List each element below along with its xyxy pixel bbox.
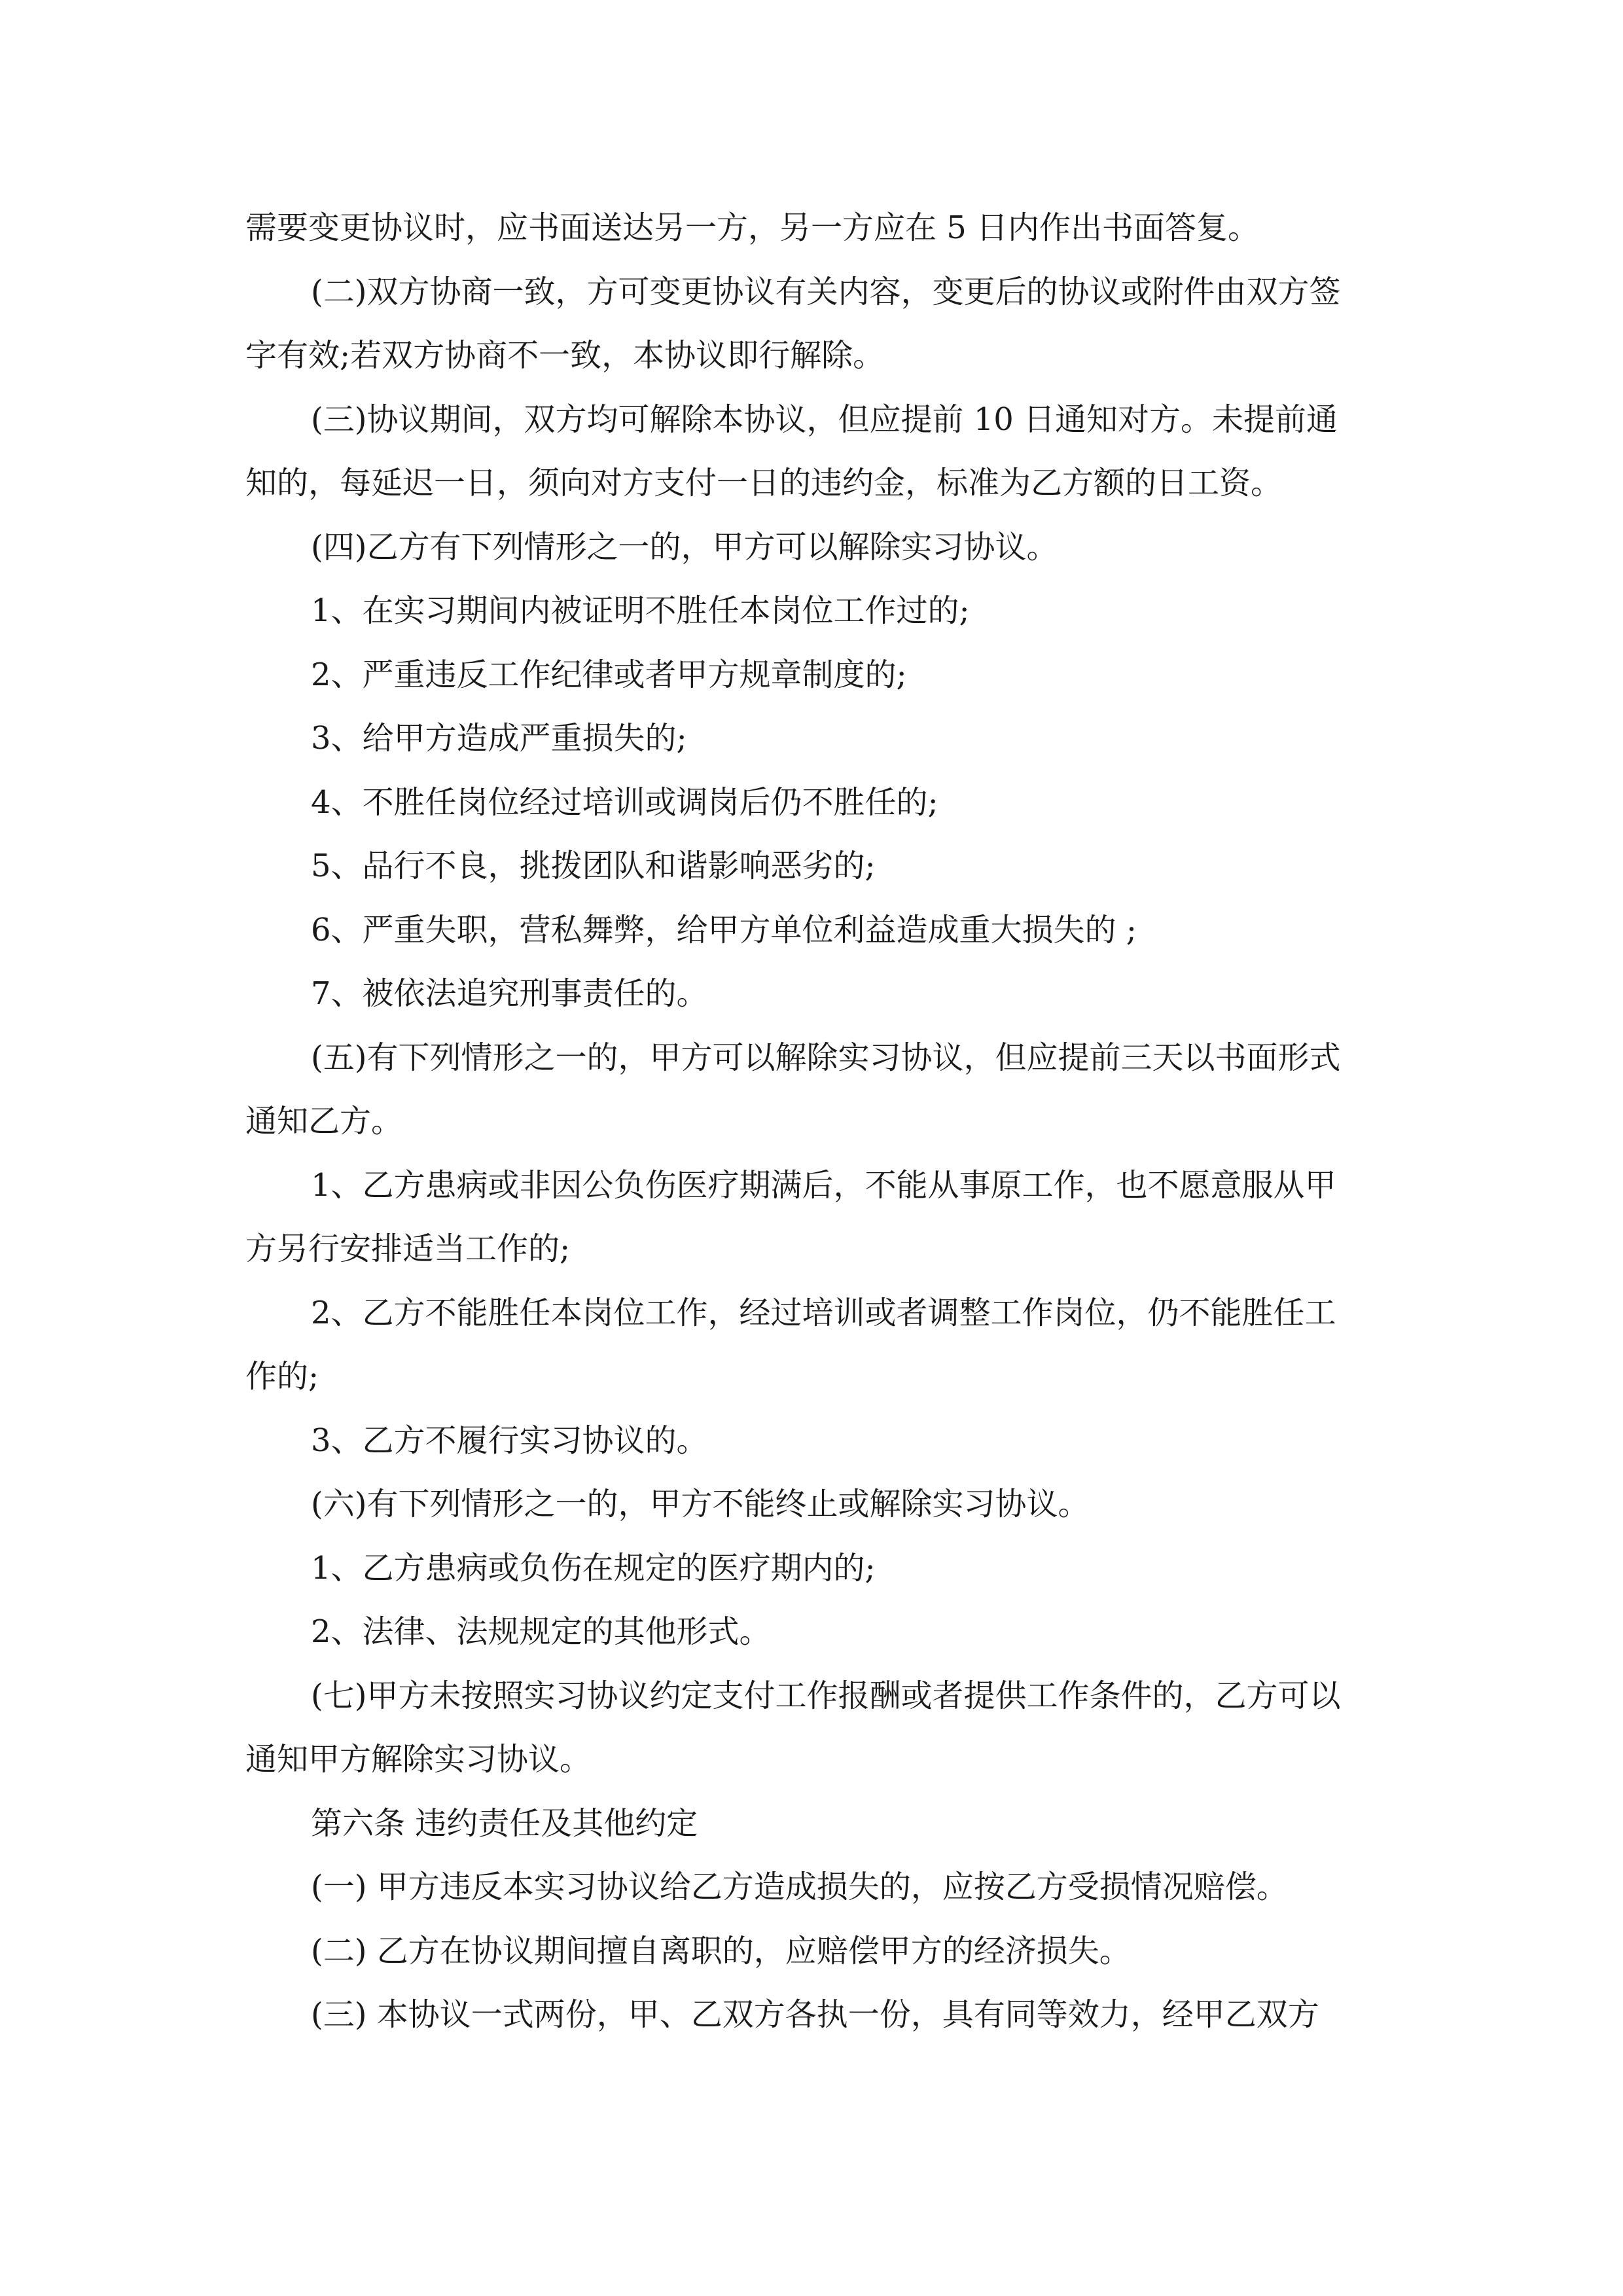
document-body — [245, 196, 1391, 2047]
paragraph-line: 知的，每延迟一日，须向对方支付一日的违约金，标准为乙方额的日工资。 — [245, 465, 1283, 501]
paragraph-line: (三) 本协议一式两份，甲、乙双方各执一份，具有同等效力，经甲乙双方 — [311, 1996, 1319, 2033]
list-item: 2、法律、法规规定的其他形式。 — [311, 1613, 771, 1650]
list-item: 1、乙方患病或非因公负伤医疗期满后，不能从事原工作，也不愿意服从甲 — [311, 1166, 1336, 1204]
paragraph-line: 通知甲方解除实习协议。 — [245, 1741, 592, 1778]
paragraph-line: (七)甲方未按照实习协议约定支付工作报酬或者提供工作条件的，乙方可以 — [311, 1677, 1341, 1714]
list-item: 1、在实习期间内被证明不胜任本岗位工作过的; — [311, 592, 970, 629]
paragraph-line: 字有效;若双方协商不一致，本协议即行解除。 — [245, 337, 885, 374]
list-item: 3、给甲方造成严重损失的; — [311, 720, 687, 757]
list-item: 6、严重失职，营私舞弊，给甲方单位利益造成重大损失的 ; — [311, 911, 1137, 948]
section-heading: 第六条 违约责任及其他约定 — [311, 1804, 698, 1842]
paragraph-line: 通知乙方。 — [245, 1103, 403, 1139]
list-item: 5、品行不良，挑拨团队和谐影响恶劣的; — [311, 848, 876, 884]
paragraph-line: 需要变更协议时，应书面送达另一方，另一方应在 5 日内作出书面答复。 — [245, 209, 1260, 246]
paragraph-line: (六)有下列情形之一的，甲方不能终止或解除实习协议。 — [311, 1486, 1090, 1522]
paragraph-line: (一) 甲方违反本实习协议给乙方造成损失的，应按乙方受损情况赔偿。 — [311, 1869, 1288, 1905]
paragraph-line: (二) 乙方在协议期间擅自离职的，应赔偿甲方的经济损失。 — [311, 1932, 1131, 1969]
list-item: 4、不胜任岗位经过培训或调岗后仍不胜任的; — [311, 783, 938, 821]
list-item: 2、乙方不能胜任本岗位工作，经过培训或者调整工作岗位，仍不能胜任工 — [311, 1294, 1336, 1331]
paragraph-line: (五)有下列情形之一的，甲方可以解除实习协议，但应提前三天以书面形式 — [311, 1039, 1341, 1076]
list-item: 7、被依法追究刑事责任的。 — [311, 975, 708, 1012]
list-item: 方另行安排适当工作的; — [245, 1230, 571, 1267]
list-item: 1、乙方患病或负伤在规定的医疗期内的; — [311, 1549, 876, 1587]
list-item: 3、乙方不履行实习协议的。 — [311, 1422, 708, 1459]
paragraph-line: (二)双方协商一致，方可变更协议有关内容，变更后的协议或附件由双方签 — [311, 273, 1341, 310]
list-item: 作的; — [245, 1358, 319, 1395]
paragraph-line: (三)协议期间，双方均可解除本协议，但应提前 10 日通知对方。未提前通 — [311, 401, 1338, 438]
list-item: 2、严重违反工作纪律或者甲方规章制度的; — [311, 656, 907, 693]
paragraph-line: (四)乙方有下列情形之一的，甲方可以解除实习协议。 — [311, 528, 1058, 565]
